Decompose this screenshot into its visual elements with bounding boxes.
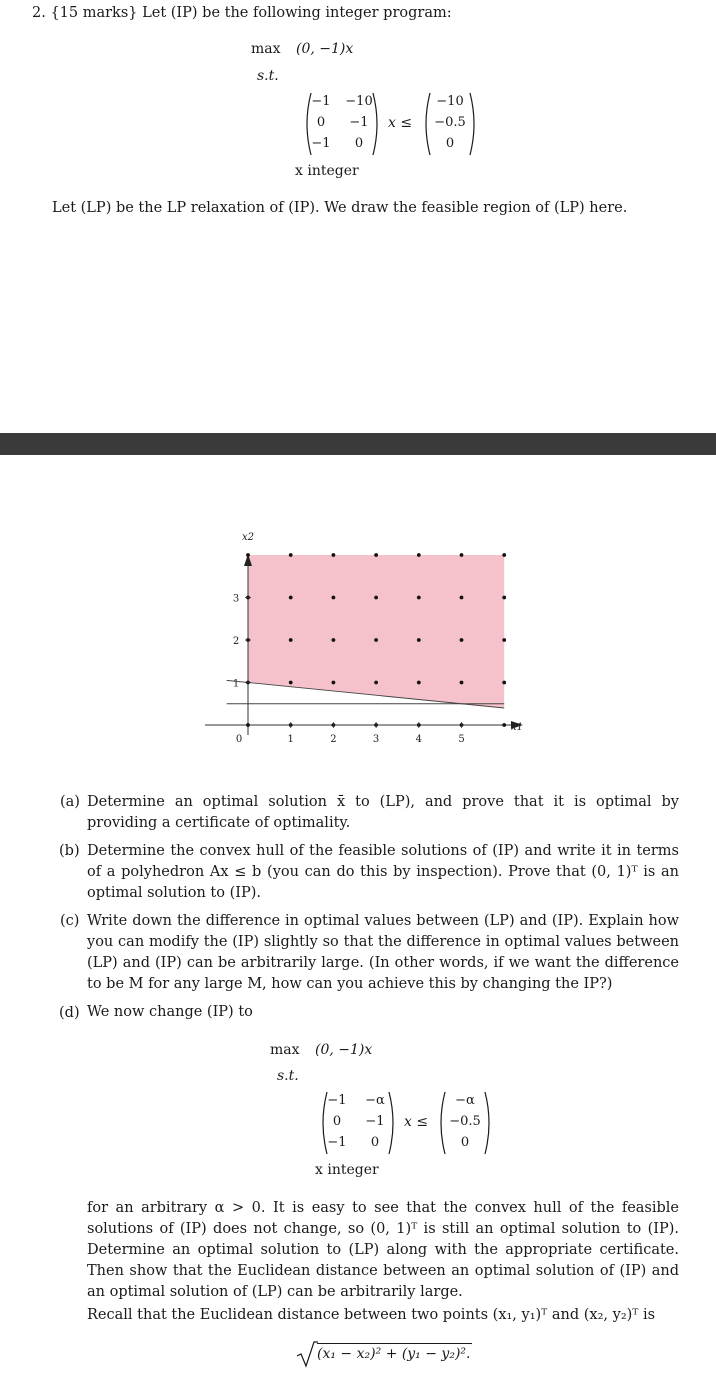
integer-constraint: x integer xyxy=(295,163,359,179)
matrix-cell: −1 xyxy=(327,1093,347,1108)
recall-sentence: Recall that the Euclidean distance between two points (x₁, y₁)ᵀ and (x₂, y₂)ᵀ is xyxy=(87,1307,656,1323)
integer-point xyxy=(332,553,336,557)
integer-point xyxy=(332,638,336,642)
part-d-intro: We now change (IP) to xyxy=(87,1004,253,1020)
integer-point xyxy=(417,681,421,685)
integer-point xyxy=(502,596,506,600)
integer-point xyxy=(332,681,336,685)
x-tick-label: 1 xyxy=(287,734,294,745)
square-root-icon xyxy=(296,1340,318,1368)
matrix-cell: −1 xyxy=(365,1114,385,1129)
integer-point xyxy=(502,553,506,557)
relation: x ≤ xyxy=(388,115,413,131)
objective: (0, −1)x xyxy=(296,41,354,57)
page-separator-band xyxy=(0,433,716,455)
integer-point xyxy=(246,553,250,557)
y-tick-label: 1 xyxy=(232,678,240,690)
vector-cell: 0 xyxy=(445,136,455,151)
matrix-cell: −1 xyxy=(311,94,331,109)
part-d-label: (d) xyxy=(59,1005,80,1021)
y-tick-label: 3 xyxy=(232,593,240,605)
integer-point xyxy=(374,553,378,557)
problem-heading: 2. {15 marks} Let (IP) be the following integer program: xyxy=(32,5,452,21)
part-c-text: Write down the difference in optimal values between (LP) and (IP). Explain how you can modify the (IP) slightly so that the difference in optimal values between (LP) and (IP) can be arbitrarily large. (In other words, if we want the difference to be M for any large M, how can you achieve this by changing the IP?) xyxy=(87,913,679,992)
integer-point xyxy=(417,596,421,600)
matrix-cell: −1 xyxy=(349,115,369,130)
x-tick-label: 5 xyxy=(458,734,465,745)
integer-point xyxy=(332,596,336,600)
integer-point xyxy=(460,638,464,642)
rhs-vector xyxy=(422,91,478,157)
part-a-text: Determine an optimal solution x̄ to (LP), and prove that it is optimal by providing a certificate of optimality. xyxy=(87,794,679,831)
feasible-region-chart xyxy=(195,520,535,750)
feasible-region xyxy=(248,555,504,708)
integer-point xyxy=(460,681,464,685)
vector-cell: −α xyxy=(455,1093,475,1108)
integer-point xyxy=(246,723,250,727)
part-a-label: (a) xyxy=(60,794,80,810)
part-b-label: (b) xyxy=(59,843,80,859)
integer-point xyxy=(460,596,464,600)
max-label: max xyxy=(251,41,281,57)
matrix-cell: 0 xyxy=(332,1114,342,1129)
x-tick-label: 2 xyxy=(330,734,337,745)
integer-constraint-d: x integer xyxy=(315,1162,379,1178)
max-label-d: max xyxy=(270,1042,300,1058)
y-axis-label: x2 xyxy=(242,532,255,543)
integer-point xyxy=(502,723,506,727)
st-label: s.t. xyxy=(257,68,279,84)
vector-cell: 0 xyxy=(460,1135,470,1150)
integer-point xyxy=(289,681,293,685)
integer-point xyxy=(374,596,378,600)
objective-d: (0, −1)x xyxy=(315,1042,373,1058)
rhs-vector-d xyxy=(437,1090,493,1156)
x-tick-label: 3 xyxy=(372,734,380,745)
vector-cell: −10 xyxy=(436,94,464,109)
integer-point xyxy=(460,553,464,557)
distance-formula: (x₁ − x₂)² + (y₁ − y₂)². xyxy=(317,1343,472,1362)
matrix-cell: −10 xyxy=(345,94,373,109)
matrix-cell: −1 xyxy=(327,1135,347,1150)
integer-point xyxy=(289,596,293,600)
part-d-text: for an arbitrary α > 0. It is easy to see that the convex hull of the feasible solutions of (IP) does not change, so (0, 1)ᵀ is still an optimal solution to (IP). Determine an optimal solution to (LP) along with the appropriate certificate. Then show that the Euclidean distance between an optimal solution of (IP) and an optimal solution of (LP) can be arbitrarily large. xyxy=(87,1200,679,1300)
matrix-cell: −α xyxy=(365,1093,385,1108)
matrix-cell: −1 xyxy=(311,136,331,151)
matrix-cell: 0 xyxy=(354,136,364,151)
vector-cell: −0.5 xyxy=(434,115,466,130)
y-tick-label: 2 xyxy=(232,636,240,647)
integer-point xyxy=(289,638,293,642)
integer-point xyxy=(502,681,506,685)
lp-sentence: Let (LP) be the LP relaxation of (IP). We draw the feasible region of (LP) here. xyxy=(52,200,628,216)
x-tick-label: 0 xyxy=(235,734,243,745)
matrix-cell: 0 xyxy=(316,115,326,130)
part-b-text: Determine the convex hull of the feasible solutions of (IP) and write it in terms of a polyhedron Ax ≤ b (you can do this by inspection). Prove that (0, 1)ᵀ is an optimal solution to (IP). xyxy=(87,843,679,901)
x-tick-label: 4 xyxy=(415,734,422,745)
integer-point xyxy=(289,553,293,557)
integer-point xyxy=(417,638,421,642)
relation-d: x ≤ xyxy=(404,1114,429,1130)
integer-point xyxy=(374,638,378,642)
st-label-d: s.t. xyxy=(277,1068,299,1084)
integer-point xyxy=(417,553,421,557)
x-axis-label: x1 xyxy=(511,722,524,733)
part-c-label: (c) xyxy=(60,913,80,929)
integer-point xyxy=(502,638,506,642)
constraint-matrix-d xyxy=(318,1090,398,1156)
constraint-matrix xyxy=(302,91,382,157)
vector-cell: −0.5 xyxy=(449,1114,481,1129)
integer-point xyxy=(374,681,378,685)
matrix-cell: 0 xyxy=(370,1135,380,1150)
